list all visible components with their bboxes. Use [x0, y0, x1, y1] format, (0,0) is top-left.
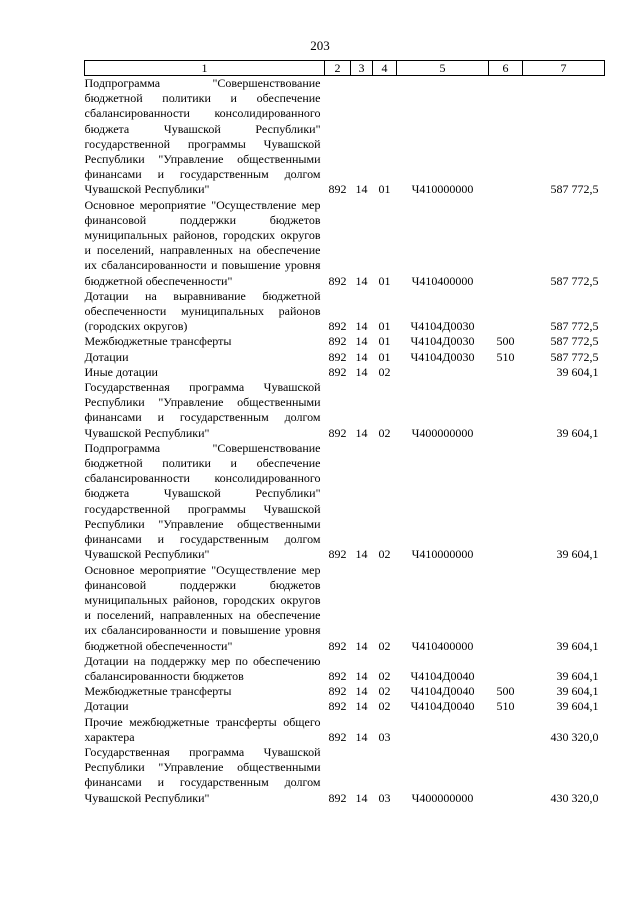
item-name: Межбюджетные трансферты [84, 684, 232, 699]
subsection-code: 03 [378, 729, 391, 744]
expense-type-code [489, 715, 523, 745]
target-article-code: Ч4104Д0030 [410, 334, 475, 349]
item-name: Дотации на поддержку мер по обеспечению сбалансированности бюджетов [84, 653, 321, 683]
target-article-code: Ч400000000 [411, 790, 474, 805]
table-row [85, 289, 605, 335]
table-row [85, 699, 605, 714]
expense-type-code: 500 [496, 334, 515, 349]
subsection-code: 01 [378, 182, 391, 197]
subsection-code: 01 [378, 349, 391, 364]
amount: 39 604,1 [556, 684, 599, 699]
expense-type-code [489, 654, 523, 684]
section-code: 14 [355, 638, 368, 653]
item-name: Основное мероприятие "Осуществление мер финансовой поддержки бюджетов муниципальных районов, городских округов и поселений, направленных на обеспечение их сбалансированности и повышение уровня бюджетной обеспеченности" [84, 197, 321, 288]
item-name: Межбюджетные трансферты [84, 334, 232, 349]
subsection-code: 01 [378, 273, 391, 288]
section-code: 14 [355, 319, 368, 334]
item-name: Дотации [84, 349, 129, 364]
table-row [85, 380, 605, 441]
target-article-code: Ч4104Д0030 [410, 349, 475, 364]
ministry-code: 892 [328, 349, 347, 364]
item-name: Дотации на выравнивание бюджетной обеспеченности муниципальных районов (городских округов) [84, 288, 321, 334]
amount: 39 604,1 [556, 668, 599, 683]
section-code: 14 [355, 349, 368, 364]
ministry-code: 892 [328, 364, 347, 379]
table-row [85, 334, 605, 349]
table-row [85, 350, 605, 365]
column-header: 3 [351, 61, 373, 76]
target-article-code: Ч400000000 [411, 425, 474, 440]
column-header: 5 [397, 61, 489, 76]
table-row [85, 745, 605, 806]
column-header: 1 [85, 61, 325, 76]
target-article-code [397, 365, 489, 380]
expense-type-code: 510 [496, 349, 515, 364]
section-code: 14 [355, 668, 368, 683]
table-row [85, 563, 605, 654]
subsection-code: 02 [378, 638, 391, 653]
target-article-code: Ч4104Д0030 [410, 319, 475, 334]
ministry-code: 892 [328, 638, 347, 653]
item-name: Прочие межбюджетные трансферты общего характера [84, 714, 321, 744]
target-article-code [397, 715, 489, 745]
column-header: 4 [373, 61, 397, 76]
section-code: 14 [355, 425, 368, 440]
amount: 39 604,1 [556, 425, 599, 440]
subsection-code: 01 [378, 319, 391, 334]
ministry-code: 892 [328, 790, 347, 805]
subsection-code: 02 [378, 668, 391, 683]
target-article-code: Ч410000000 [411, 182, 474, 197]
subsection-code: 02 [378, 684, 391, 699]
ministry-code: 892 [328, 684, 347, 699]
table-row [85, 76, 605, 198]
ministry-code: 892 [328, 729, 347, 744]
expense-type-code [489, 365, 523, 380]
expense-type-code [489, 76, 523, 198]
ministry-code: 892 [328, 547, 347, 562]
target-article-code: Ч410400000 [411, 273, 474, 288]
section-code: 14 [355, 182, 368, 197]
budget-table [84, 60, 605, 806]
expense-type-code [489, 563, 523, 654]
ministry-code: 892 [328, 334, 347, 349]
item-name: Дотации [84, 699, 129, 714]
item-name: Иные дотации [84, 364, 158, 379]
table-header-row [85, 61, 605, 76]
column-header: 2 [325, 61, 351, 76]
section-code: 14 [355, 684, 368, 699]
expense-type-code [489, 380, 523, 441]
amount: 430 320,0 [550, 729, 599, 744]
item-name: Подпрограмма "Совершенствование бюджетной политики и обеспечение сбалансированности консолидированного бюджета Чувашской Республики" государственной программы Чувашской Республики "Управление общественными финансами и государственным долгом Чувашской Республики" [84, 440, 321, 562]
table-row [85, 654, 605, 684]
section-code: 14 [355, 547, 368, 562]
subsection-code: 02 [378, 425, 391, 440]
amount: 39 604,1 [556, 547, 599, 562]
item-name: Основное мероприятие "Осуществление мер финансовой поддержки бюджетов муниципальных районов, городских округов и поселений, направленных на обеспечение их сбалансированности и повышение уровня бюджетной обеспеченности" [84, 562, 321, 653]
item-name: Подпрограмма "Совершенствование бюджетной политики и обеспечение сбалансированности консолидированного бюджета Чувашской Республики" государственной программы Чувашской Республики "Управление общественными финансами и государственным долгом Чувашской Республики" [84, 76, 321, 197]
subsection-code: 01 [378, 334, 391, 349]
section-code: 14 [355, 729, 368, 744]
subsection-code: 02 [378, 699, 391, 714]
target-article-code: Ч4104Д0040 [410, 684, 475, 699]
ministry-code: 892 [328, 699, 347, 714]
target-article-code: Ч4104Д0040 [410, 668, 475, 683]
target-article-code: Ч4104Д0040 [410, 699, 475, 714]
target-article-code: Ч410000000 [411, 547, 474, 562]
expense-type-code [489, 198, 523, 289]
section-code: 14 [355, 273, 368, 288]
column-header: 6 [489, 61, 523, 76]
expense-type-code [489, 441, 523, 563]
item-name: Государственная программа Чувашской Республики "Управление общественными финансами и государственным долгом Чувашской Республики" [84, 744, 321, 805]
table-row [85, 365, 605, 380]
expense-type-code: 500 [496, 684, 515, 699]
amount: 587 772,5 [550, 334, 599, 349]
table-row [85, 715, 605, 745]
section-code: 14 [355, 334, 368, 349]
item-name: Государственная программа Чувашской Республики "Управление общественными финансами и государственным долгом Чувашской Республики" [84, 380, 321, 440]
amount: 587 772,5 [550, 273, 599, 288]
amount: 39 604,1 [556, 699, 599, 714]
table-row [85, 441, 605, 563]
table-row [85, 198, 605, 289]
subsection-code: 02 [378, 364, 391, 379]
ministry-code: 892 [328, 668, 347, 683]
amount: 39 604,1 [556, 638, 599, 653]
page-number: 203 [310, 38, 330, 53]
ministry-code: 892 [328, 425, 347, 440]
subsection-code: 02 [378, 547, 391, 562]
expense-type-code [489, 745, 523, 806]
section-code: 14 [355, 699, 368, 714]
ministry-code: 892 [328, 319, 347, 334]
ministry-code: 892 [328, 273, 347, 288]
expense-type-code: 510 [496, 699, 515, 714]
subsection-code: 03 [378, 790, 391, 805]
expense-type-code [489, 289, 523, 335]
amount: 587 772,5 [550, 182, 599, 197]
amount: 430 320,0 [550, 790, 599, 805]
column-header: 7 [523, 61, 605, 76]
ministry-code: 892 [328, 182, 347, 197]
amount: 39 604,1 [556, 364, 599, 379]
amount: 587 772,5 [550, 349, 599, 364]
section-code: 14 [355, 790, 368, 805]
target-article-code: Ч410400000 [411, 638, 474, 653]
section-code: 14 [355, 364, 368, 379]
table-row [85, 684, 605, 699]
amount: 587 772,5 [550, 319, 599, 334]
